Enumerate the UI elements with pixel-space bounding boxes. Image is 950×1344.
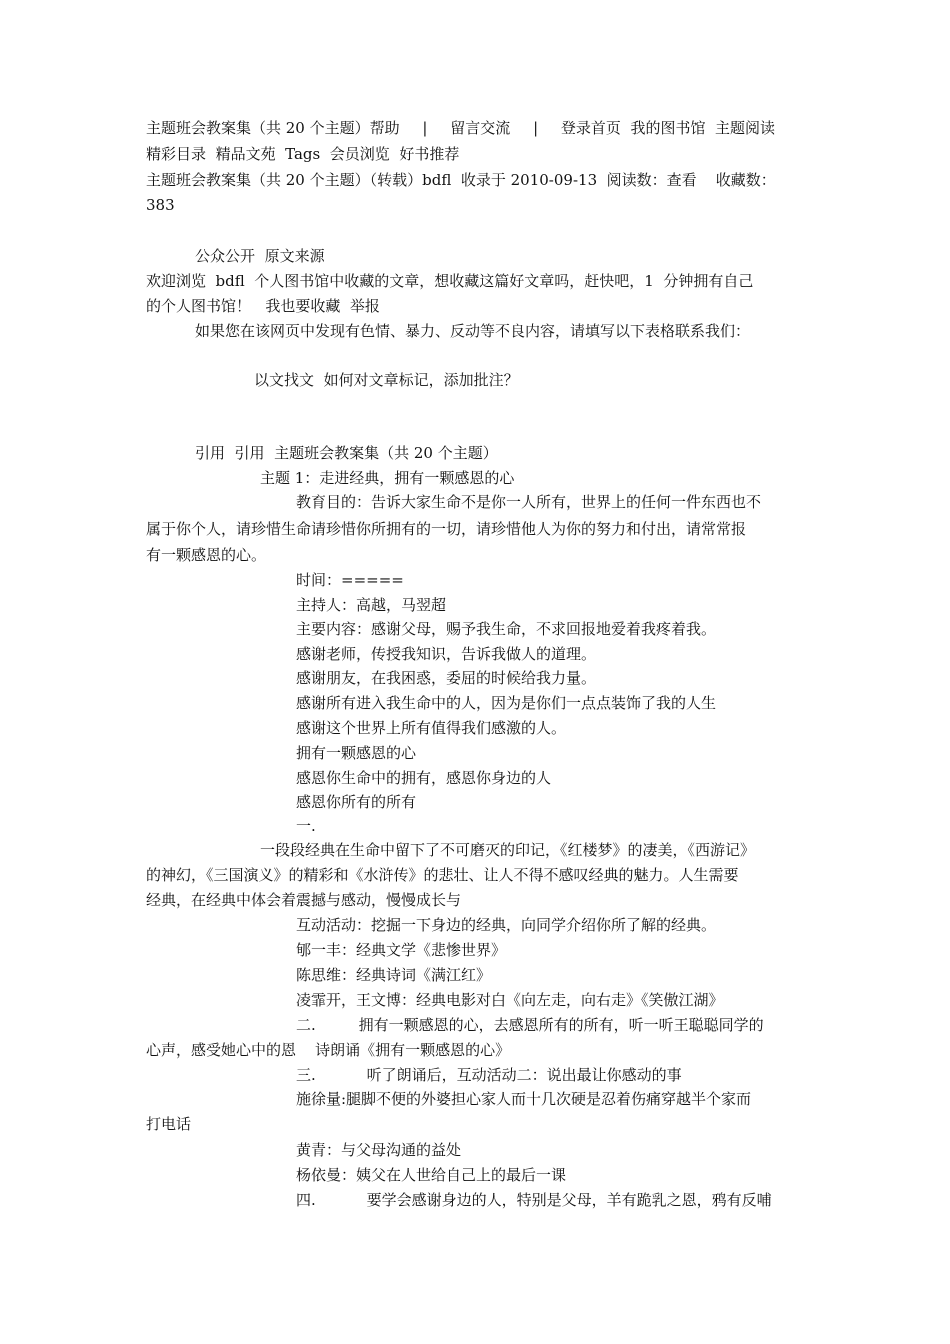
welcome-line-2 [146,296,380,316]
public-label: 公众公开 [195,247,256,265]
section-number: 一. [296,817,316,835]
nav-recommend-link[interactable]: 好书推荐 [399,145,460,163]
paragraph-line: 一段段经典在生命中留下了不可磨灭的印记，《红楼梦》的凄美，《西游记》 [260,841,756,859]
welcome-text-2: 的个人图书馆！ [146,297,252,315]
story-line: 打电话 [146,1115,192,1133]
section-line [296,1015,764,1035]
nav-catalog-link[interactable]: 精彩目录 [146,145,207,163]
nav-home-link[interactable]: 登录首页 [560,119,621,137]
guestbook-link[interactable]: 留言交流 [450,119,511,137]
story-line: 施徐量:腿脚不便的外婆担心家人而十几次硬是忍着伤痛穿越半个家而 [296,1090,752,1108]
content-line: 感谢这个世界上所有值得我们感激的人。 [296,719,567,737]
report-note: 如果您在该网页中发现有色情、暴力、反动等不良内容，请填写以下表格联系我们： [195,322,751,340]
doc-title: 主题班会教案集（共 20 个主题） [146,119,370,137]
help-link[interactable]: 帮助 [369,119,400,137]
purpose-line: 有一颗感恩的心。 [146,546,267,564]
nav-members-link[interactable]: 会员浏览 [329,145,390,163]
activity-item: 郇一丰：经典文学《悲惨世界》 [296,941,507,959]
theme-heading: 主题 1：走进经典，拥有一颗感恩的心 [260,469,515,487]
section-text: 要学会感谢身边的人，特别是父母，羊有跪乳之恩，鸦有反哺 [366,1191,772,1209]
visibility-line [195,246,325,266]
story-line: 黄青：与父母沟通的益处 [296,1141,462,1159]
find-line [254,370,519,390]
header-nav-line [146,118,775,138]
cite-line: 引用 引用 主题班会教案集（共 20 个主题） [195,444,498,462]
story-line: 杨依曼：姨父在人世给自己上的最后一课 [296,1166,567,1184]
nav-articles-link[interactable]: 精品文苑 [215,145,276,163]
header-nav-line-2 [146,144,459,164]
content-line: 主要内容：感谢父母，赐予我生命，不求回报地爱着我疼着我。 [296,620,717,638]
paragraph-line: 的神幻，《三国演义》的精彩和《水浒传》的悲壮、让人不得不感叹经典的魅力。人生需要 [146,866,739,884]
content-line: 感恩你生命中的拥有，感恩你身边的人 [296,769,552,787]
separator: | [533,119,539,137]
content-line: 拥有一颗感恩的心 [296,744,417,762]
find-article-link[interactable]: 以文找文 [254,371,315,389]
separator: | [422,119,428,137]
annotate-help-link[interactable]: 如何对文章标记，添加批注？ [323,371,519,389]
paragraph-line: 经典，在经典中体会着震撼与感动，慢慢成长与 [146,891,462,909]
nav-topic-reading-link[interactable]: 主题阅读 [715,119,776,137]
section-line [296,1190,772,1210]
activity-item: 陈思维：经典诗词《满江红》 [296,966,492,984]
nav-tags-link[interactable]: Tags [285,145,321,163]
paragraph-line: 心声，感受她心中的恩 诗朗诵《拥有一颗感恩的心》 [146,1041,511,1059]
activity-line: 互动活动：挖掘一下身边的经典，向同学介绍你所了解的经典。 [296,916,717,934]
nav-my-library-link[interactable]: 我的图书馆 [630,119,706,137]
welcome-text: 欢迎浏览 bdfl 个人图书馆中收藏的文章，想收藏这篇好文章吗，赶快吧，1 分钟拥有自己 [146,272,754,290]
article-meta: 主题班会教案集（共 20 个主题）（转载）bdfl 收录于 2010-09-13 阅读数：查看 收藏数： [146,171,776,189]
host-line: 主持人：高越，马翌超 [296,596,447,614]
content-line: 感谢朋友，在我困惑，委屈的时候给我力量。 [296,669,597,687]
report-link[interactable]: 举报 [349,297,380,315]
section-line [296,1065,682,1085]
content-line: 感谢老师，传授我知识，告诉我做人的道理。 [296,645,597,663]
time-line: 时间：===== [296,571,404,589]
purpose-line: 教育目的：告诉大家生命不是你一人所有，世界上的任何一件东西也不 [296,493,762,511]
activity-item: 凌霏开，王文博：经典电影对白《向左走，向右走》《笑傲江湖》 [296,991,724,1009]
section-number: 三. [296,1066,316,1084]
section-number: 四. [296,1191,316,1209]
section-text: 听了朗诵后，互动活动二：说出最让你感动的事 [366,1066,682,1084]
purpose-line: 属于你个人，请珍惜生命请珍惜你所拥有的一切，请珍惜他人为你的努力和付出，请常常报 [146,520,747,538]
content-line: 感恩你所有的所有 [296,793,417,811]
collect-link[interactable]: 我也要收藏 [265,297,341,315]
collect-count: 383 [146,196,175,214]
section-text: 拥有一颗感恩的心，去感恩所有的所有，听一听王聪聪同学的 [358,1016,764,1034]
source-link[interactable]: 原文来源 [264,247,325,265]
section-number: 二. [296,1016,316,1034]
content-line: 感谢所有进入我生命中的人，因为是你们一点点装饰了我的人生 [296,694,717,712]
